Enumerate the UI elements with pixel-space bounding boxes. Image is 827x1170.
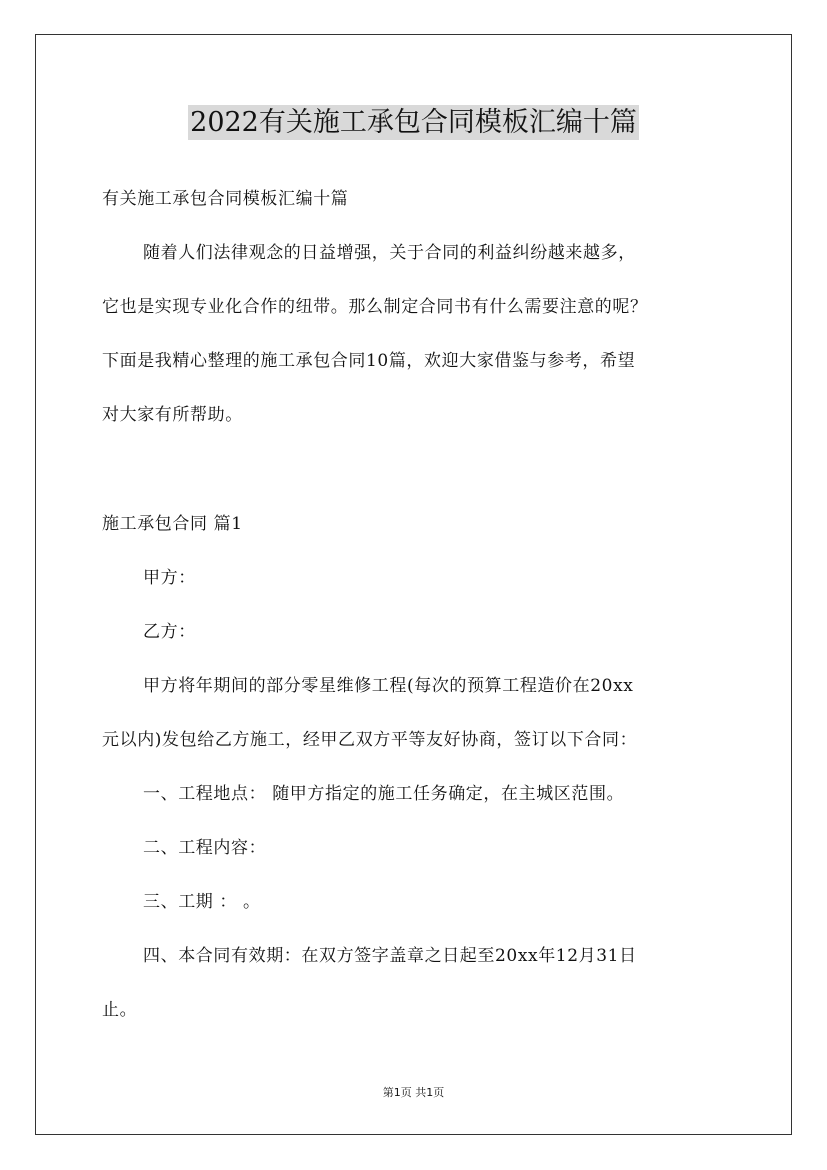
document-title: 2022有关施工承包合同模板汇编十篇 — [190, 107, 637, 138]
body-line-1: 甲方将年期间的部分零星维修工程(每次的预算工程造价在20xx — [143, 676, 634, 696]
body-line-2: 元以内)发包给乙方施工，经甲乙双方平等友好协商，签订以下合同： — [102, 730, 638, 750]
clause-location: 一、工程地点： 随甲方指定的施工任务确定，在主城区范围。 — [143, 784, 625, 804]
intro-line-3: 下面是我精心整理的施工承包合同10篇，欢迎大家借鉴与参考，希望 — [102, 351, 636, 371]
party-b-label: 乙方： — [143, 622, 196, 642]
intro-line-1: 随着人们法律观念的日益增强，关于合同的利益纠纷越来越多， — [143, 243, 636, 263]
page-footer: 第1页 共1页 — [382, 1086, 445, 1099]
clause-content: 二、工程内容： — [143, 838, 267, 858]
section-heading: 施工承包合同 篇1 — [102, 514, 243, 534]
document-subtitle: 有关施工承包合同模板汇编十篇 — [102, 189, 349, 209]
clause-duration: 三、工期 ： 。 — [143, 892, 261, 912]
party-a-label: 甲方： — [143, 568, 196, 588]
intro-line-2: 它也是实现专业化合作的纽带。那么制定合同书有什么需要注意的呢？ — [102, 297, 648, 317]
clause-validity-end: 止。 — [102, 1000, 138, 1020]
clause-validity: 四、本合同有效期：在双方签字盖章之日起至20xx年12月31日 — [143, 946, 637, 966]
intro-line-4: 对大家有所帮助。 — [102, 405, 243, 425]
